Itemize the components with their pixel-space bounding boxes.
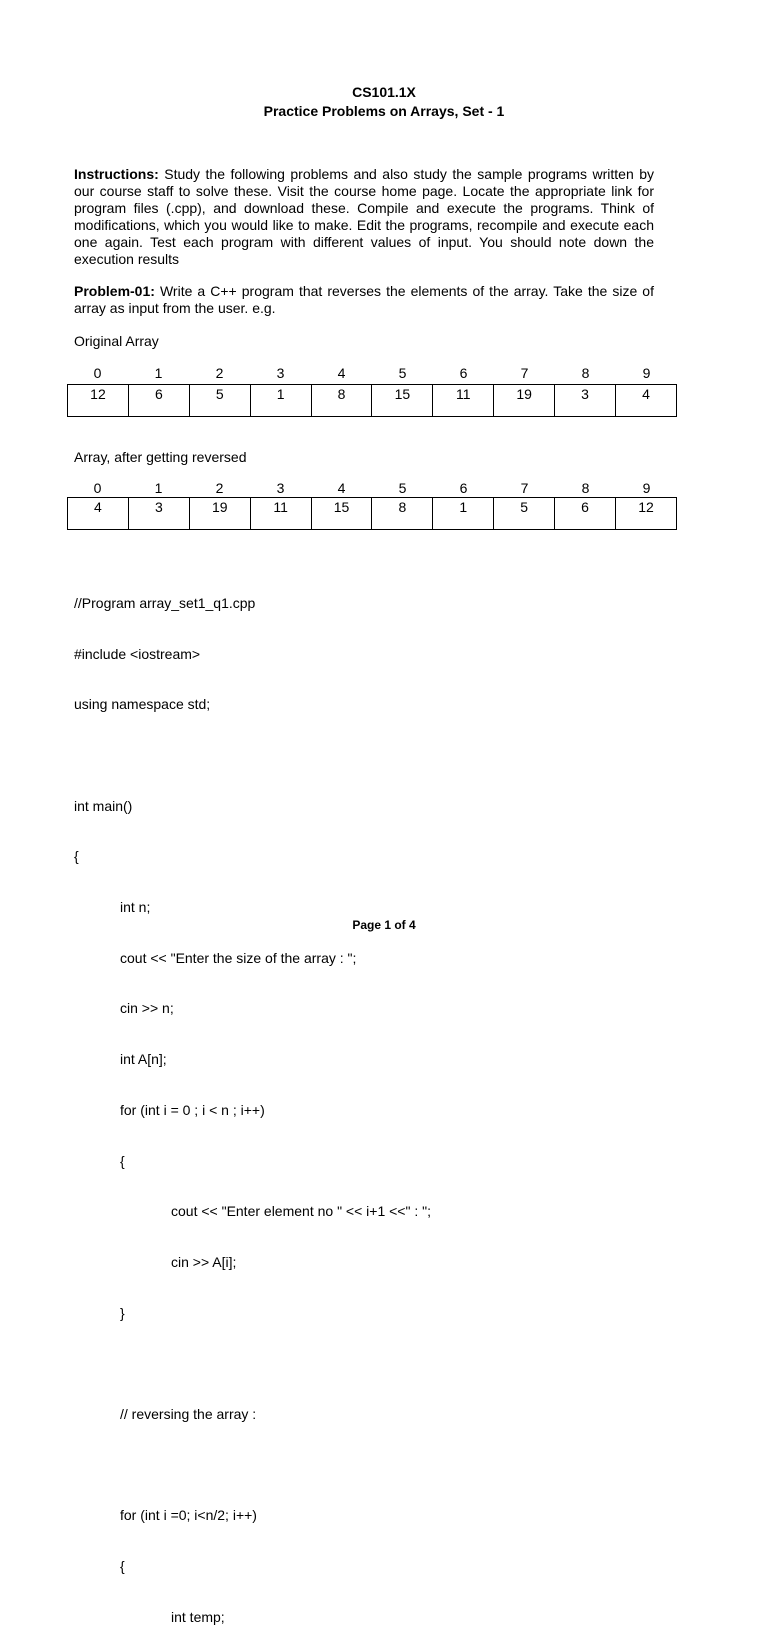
- index-label: 4: [337, 480, 346, 496]
- array-cell: 3: [555, 385, 616, 417]
- code-line: int main(): [74, 797, 133, 814]
- index-label: 3: [276, 480, 285, 496]
- course-code: CS101.1X: [352, 84, 416, 100]
- code-line: for (int i =0; i<n/2; i++): [120, 1507, 257, 1524]
- instructions-label: Instructions:: [74, 166, 159, 182]
- array-cell: 1: [433, 498, 494, 530]
- index-label: 0: [93, 365, 102, 381]
- original-array-caption: Original Array: [74, 333, 159, 349]
- code-line: [74, 747, 431, 764]
- index-label: 7: [520, 480, 529, 496]
- code-line: cin >> n;: [120, 1000, 174, 1017]
- index-label: 8: [581, 480, 590, 496]
- array-cell: 5: [494, 498, 555, 530]
- index-label: 4: [337, 365, 346, 381]
- index-label: 1: [154, 365, 163, 381]
- index-label: 6: [459, 365, 468, 381]
- array-cell: 12: [616, 498, 677, 530]
- index-label: 5: [398, 365, 407, 381]
- code-line: cout << "Enter element no " << i+1 <<" : ";: [171, 1203, 431, 1220]
- index-label: 2: [215, 480, 224, 496]
- code-line: #include <iostream>: [74, 645, 201, 662]
- original-array-indices: [67, 365, 677, 381]
- index-label: 1: [154, 480, 163, 496]
- problem-paragraph: [74, 283, 654, 317]
- code-line: cin >> A[i];: [171, 1253, 237, 1270]
- array-cell: 8: [372, 498, 433, 530]
- array-cell: 15: [311, 498, 372, 530]
- table-row: [68, 498, 677, 530]
- instructions-paragraph: [74, 166, 654, 268]
- array-cell: 4: [68, 498, 129, 530]
- code-line: {: [74, 848, 79, 865]
- page-number: Page 1 of 4: [352, 918, 416, 932]
- code-line: {: [120, 1558, 125, 1575]
- code-line: // reversing the array :: [120, 1406, 257, 1423]
- array-cell: 1: [250, 385, 311, 417]
- index-label: 6: [459, 480, 468, 496]
- index-label: 2: [215, 365, 224, 381]
- index-label: 7: [520, 365, 529, 381]
- array-cell: 19: [189, 498, 250, 530]
- array-cell: 3: [128, 498, 189, 530]
- table-row: [68, 385, 677, 417]
- code-line: int temp;: [171, 1608, 225, 1625]
- array-cell: 8: [311, 385, 372, 417]
- array-cell: 12: [68, 385, 129, 417]
- array-cell: 19: [494, 385, 555, 417]
- problem-text: Write a C++ program that reverses the elements of the array. Take the size of array as input from the user. e.g.: [74, 283, 654, 316]
- code-line: {: [120, 1152, 125, 1169]
- code-line: cout << "Enter the size of the array : ";: [120, 949, 357, 966]
- array-cell: 6: [555, 498, 616, 530]
- array-cell: 6: [128, 385, 189, 417]
- original-array-table: [67, 384, 677, 417]
- reversed-array-table: [67, 497, 677, 530]
- code-line: //Program array_set1_q1.cpp: [74, 594, 256, 611]
- code-line: using namespace std;: [74, 696, 211, 713]
- document-title: Practice Problems on Arrays, Set - 1: [263, 103, 505, 119]
- index-label: 9: [642, 480, 651, 496]
- instructions-text: Study the following problems and also study the sample programs written by our course staff to solve these. Visit the course home page. Locate the appropriate link for program files (.cpp), and download these. Compile and execute the programs. Think of modifications, which you would like to make. Edit the programs, recompile and execute each one again. Test each program with different values of input. You should note down the execution results: [74, 166, 654, 267]
- code-line: [74, 1355, 431, 1372]
- index-label: 3: [276, 365, 285, 381]
- index-label: 9: [642, 365, 651, 381]
- code-line: for (int i = 0 ; i < n ; i++): [120, 1101, 265, 1118]
- array-cell: 11: [433, 385, 494, 417]
- code-line: [74, 1457, 431, 1474]
- array-cell: 11: [250, 498, 311, 530]
- array-cell: 15: [372, 385, 433, 417]
- code-line: int n;: [120, 899, 151, 916]
- array-cell: 4: [616, 385, 677, 417]
- reversed-array-caption: Array, after getting reversed: [74, 449, 247, 465]
- code-line: }: [120, 1304, 125, 1321]
- problem-label: Problem-01:: [74, 283, 155, 299]
- index-label: 0: [93, 480, 102, 496]
- reversed-array-indices: [67, 480, 677, 496]
- index-label: 5: [398, 480, 407, 496]
- code-line: int A[n];: [120, 1051, 167, 1068]
- index-label: 8: [581, 365, 590, 381]
- array-cell: 5: [189, 385, 250, 417]
- code-listing: [74, 561, 431, 1643]
